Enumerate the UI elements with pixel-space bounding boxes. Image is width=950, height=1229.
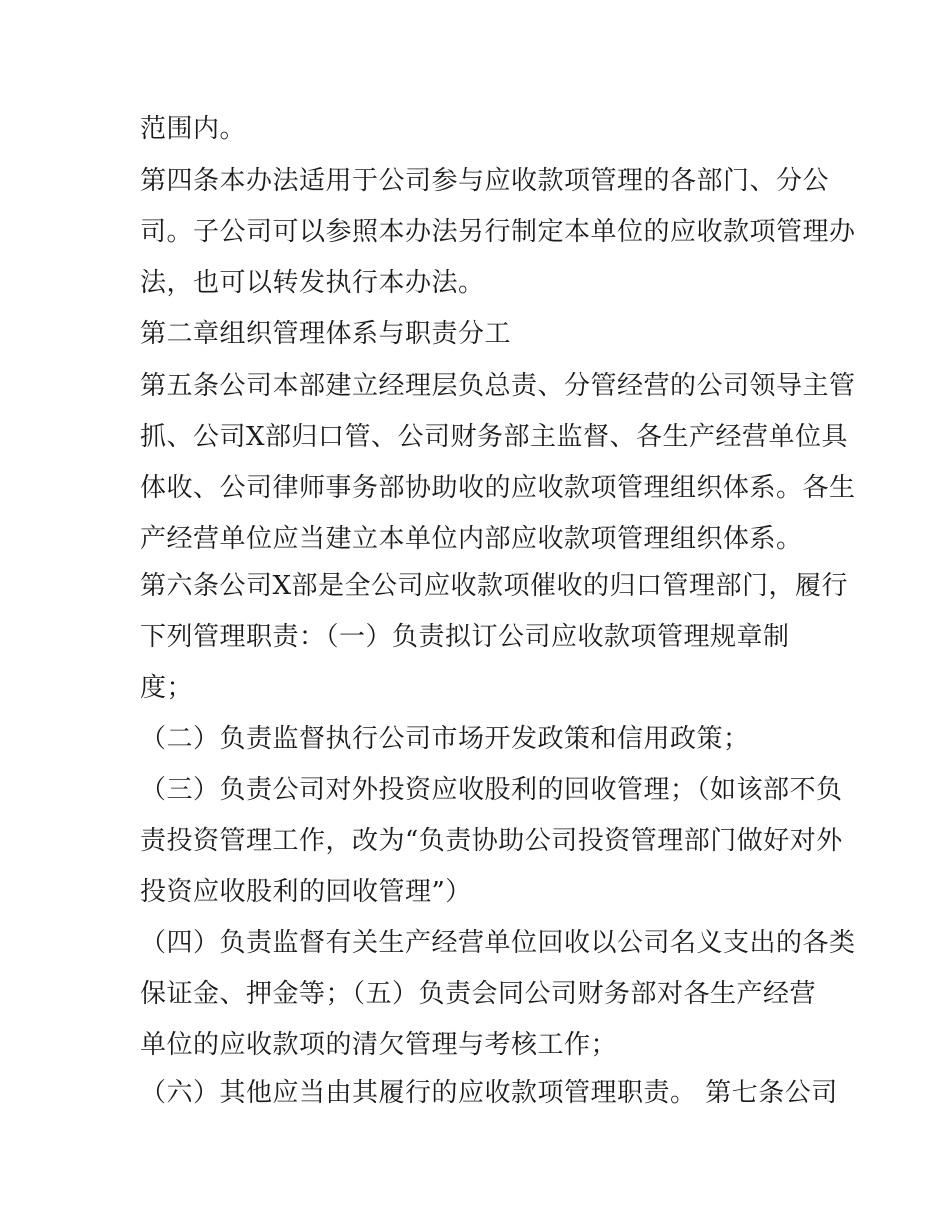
text-line: （三）负责公司对外投资应收股利的回收管理；（如该部不负 [140, 775, 843, 805]
text-line: 第五条公司本部建立经理层负总责、分管经营的公司领导主管 [140, 371, 856, 401]
text-line: 第六条公司X部是全公司应收款项催收的归口管理部门，履行 [140, 571, 849, 601]
text-line: （二）负责监督执行公司市场开发政策和信用政策； [140, 724, 750, 754]
text-line: 下列管理职责：（一）负责拟订公司应收款项管理规章制 [140, 622, 790, 652]
text-line: 范围内。 [140, 114, 247, 144]
text-line: （四）负责监督有关生产经营单位回收以公司名义支出的各类 [140, 928, 856, 958]
text-line: 责投资管理工作，改为“负责协助公司投资管理部门做好对外 [140, 826, 843, 856]
text-line: 保证金、押金等；（五）负责会同公司财务部对各生产经营 [140, 979, 817, 1009]
text-line: 第四条本办法适用于公司参与应收款项管理的各部门、分公 [140, 166, 830, 196]
text-line: （六）其他应当由其履行的应收款项管理职责。 第七条公司 [140, 1078, 838, 1108]
text-line: 体收、公司律师事务部协助收的应收款项管理组织体系。各生 [140, 473, 856, 503]
chapter-heading: 第二章组织管理体系与职责分工 [140, 319, 512, 349]
text-line: 法，也可以转发执行本办法。 [140, 268, 485, 298]
text-line: 产经营单位应当建立本单位内部应收款项管理组织体系。 [140, 524, 803, 554]
text-line: 抓、公司X部归口管、公司财务部主监督、各生产经营单位具 [140, 422, 849, 452]
text-line: 司。子公司可以参照本办法另行制定本单位的应收款项管理办 [140, 217, 856, 247]
text-line: 度； [140, 673, 194, 703]
text-line: 单位的应收款项的清欠管理与考核工作； [140, 1030, 618, 1060]
text-line: 投资应收股利的回收管理”） [140, 877, 472, 907]
